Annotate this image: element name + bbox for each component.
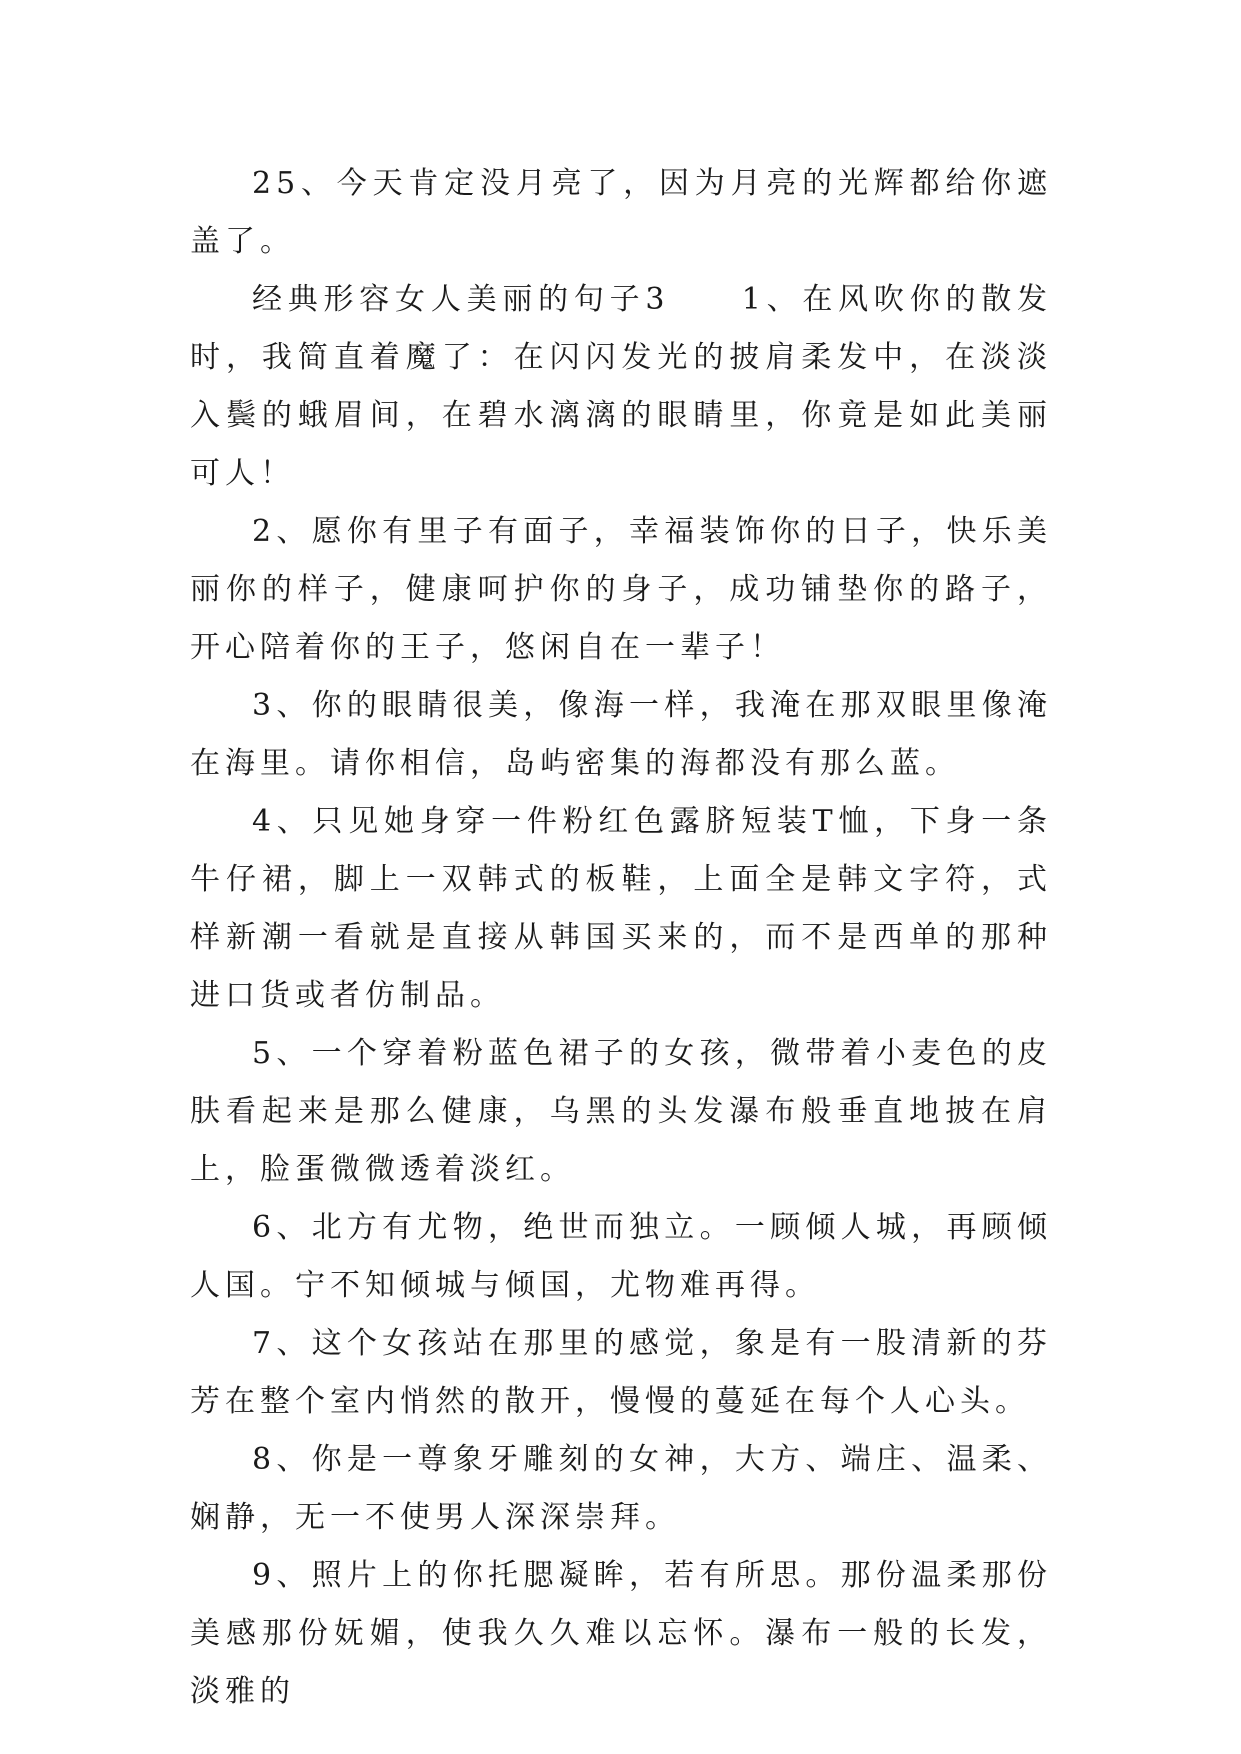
paragraph-6: 6、北方有尤物，绝世而独立。一顾倾人城，再顾倾人国。宁不知倾城与倾国，尤物难再得。 — [190, 1210, 1052, 1303]
paragraph-heading-and-1: 经典形容女人美丽的句子3 1、在风吹你的散发时，我简直着魔了：在闪闪发光的披肩柔发中，在淡淡入鬓的蛾眉间，在碧水漓漓的眼睛里，你竟是如此美丽可人！ — [190, 282, 1052, 491]
paragraph-4: 4、只见她身穿一件粉红色露脐短装T恤，下身一条牛仔裙，脚上一双韩式的板鞋，上面全是韩文字符，式样新潮一看就是直接从韩国买来的，而不是西单的那种进口货或者仿制品。 — [190, 804, 1052, 1013]
paragraph-9: 9、照片上的你托腮凝眸，若有所思。那份温柔那份美感那份妩媚，使我久久难以忘怀。瀑布一般的长发，淡雅的 — [190, 1558, 1052, 1709]
paragraph-7: 7、这个女孩站在那里的感觉，象是有一股清新的芬芳在整个室内悄然的散开，慢慢的蔓延在每个人心头。 — [190, 1326, 1052, 1419]
paragraph-25: 25、今天肯定没月亮了，因为月亮的光辉都给你遮盖了。 — [190, 166, 1052, 259]
document-body — [190, 155, 1052, 1721]
paragraph-5: 5、一个穿着粉蓝色裙子的女孩，微带着小麦色的皮肤看起来是那么健康，乌黑的头发瀑布般垂直地披在肩上，脸蛋微微透着淡红。 — [190, 1036, 1052, 1187]
paragraph-2: 2、愿你有里子有面子，幸福装饰你的日子，快乐美丽你的样子，健康呵护你的身子，成功铺垫你的路子，开心陪着你的王子，悠闲自在一辈子！ — [190, 514, 1052, 665]
paragraph-3: 3、你的眼睛很美，像海一样，我淹在那双眼里像淹在海里。请你相信，岛屿密集的海都没有那么蓝。 — [190, 688, 1052, 781]
paragraph-8: 8、你是一尊象牙雕刻的女神，大方、端庄、温柔、娴静，无一不使男人深深崇拜。 — [190, 1442, 1052, 1535]
